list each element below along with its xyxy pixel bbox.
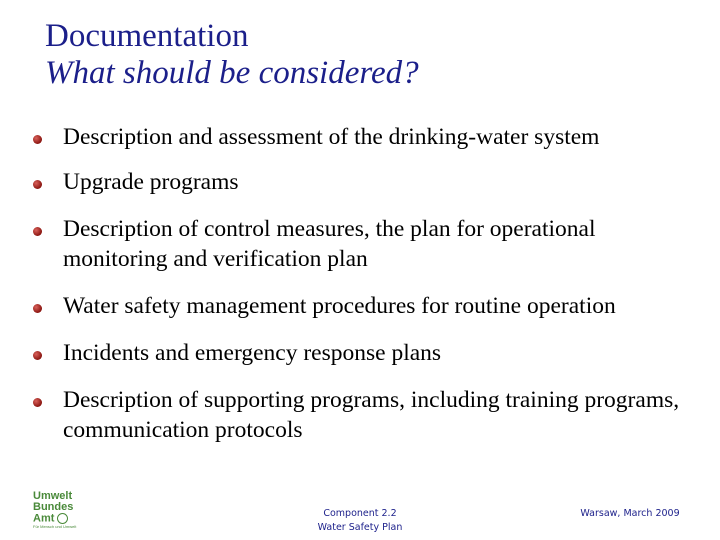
bullet-icon — [33, 135, 42, 144]
logo-circle-icon — [57, 513, 68, 524]
bullet-text: Incidents and emergency response plans — [63, 340, 442, 366]
bullet-text: Water safety management procedures for routine operation — [63, 293, 616, 319]
footer-center — [290, 507, 430, 535]
bullet-text: Description and assessment of the drinking-water system — [63, 124, 600, 150]
uba-logo — [33, 491, 93, 537]
bullet-icon — [33, 180, 42, 189]
title-line-1: Documentation — [45, 18, 249, 54]
bullet-item — [30, 122, 700, 152]
bullet-icon — [33, 398, 42, 407]
bullet-text: Description of supporting programs, including training programs, communication protocols — [63, 387, 680, 443]
bullet-text: Upgrade programs — [63, 169, 239, 195]
bullet-item — [30, 214, 700, 274]
logo-tagline: Für Mensch und Umwelt — [33, 524, 77, 530]
bullet-icon — [33, 227, 42, 236]
bullet-item — [30, 338, 700, 368]
logo-line-2: Bundes — [33, 501, 74, 513]
footer-plan: Water Safety Plan — [317, 522, 403, 533]
title-line-2: What should be considered? — [45, 55, 419, 91]
bullet-text: Description of control measures, the plan for operational monitoring and verification plan — [63, 216, 596, 272]
slide-title — [45, 18, 419, 92]
bullet-icon — [33, 304, 42, 313]
bullet-list — [30, 122, 700, 445]
logo-line-1: Umwelt — [33, 490, 73, 502]
footer-date: Warsaw, March 2009 — [580, 508, 680, 519]
bullet-item — [30, 167, 700, 197]
bullet-icon — [33, 351, 42, 360]
bullet-item — [30, 291, 700, 321]
logo-line-3: Amt — [33, 512, 55, 525]
bullet-item — [30, 385, 700, 445]
footer-component: Component 2.2 — [323, 508, 397, 519]
